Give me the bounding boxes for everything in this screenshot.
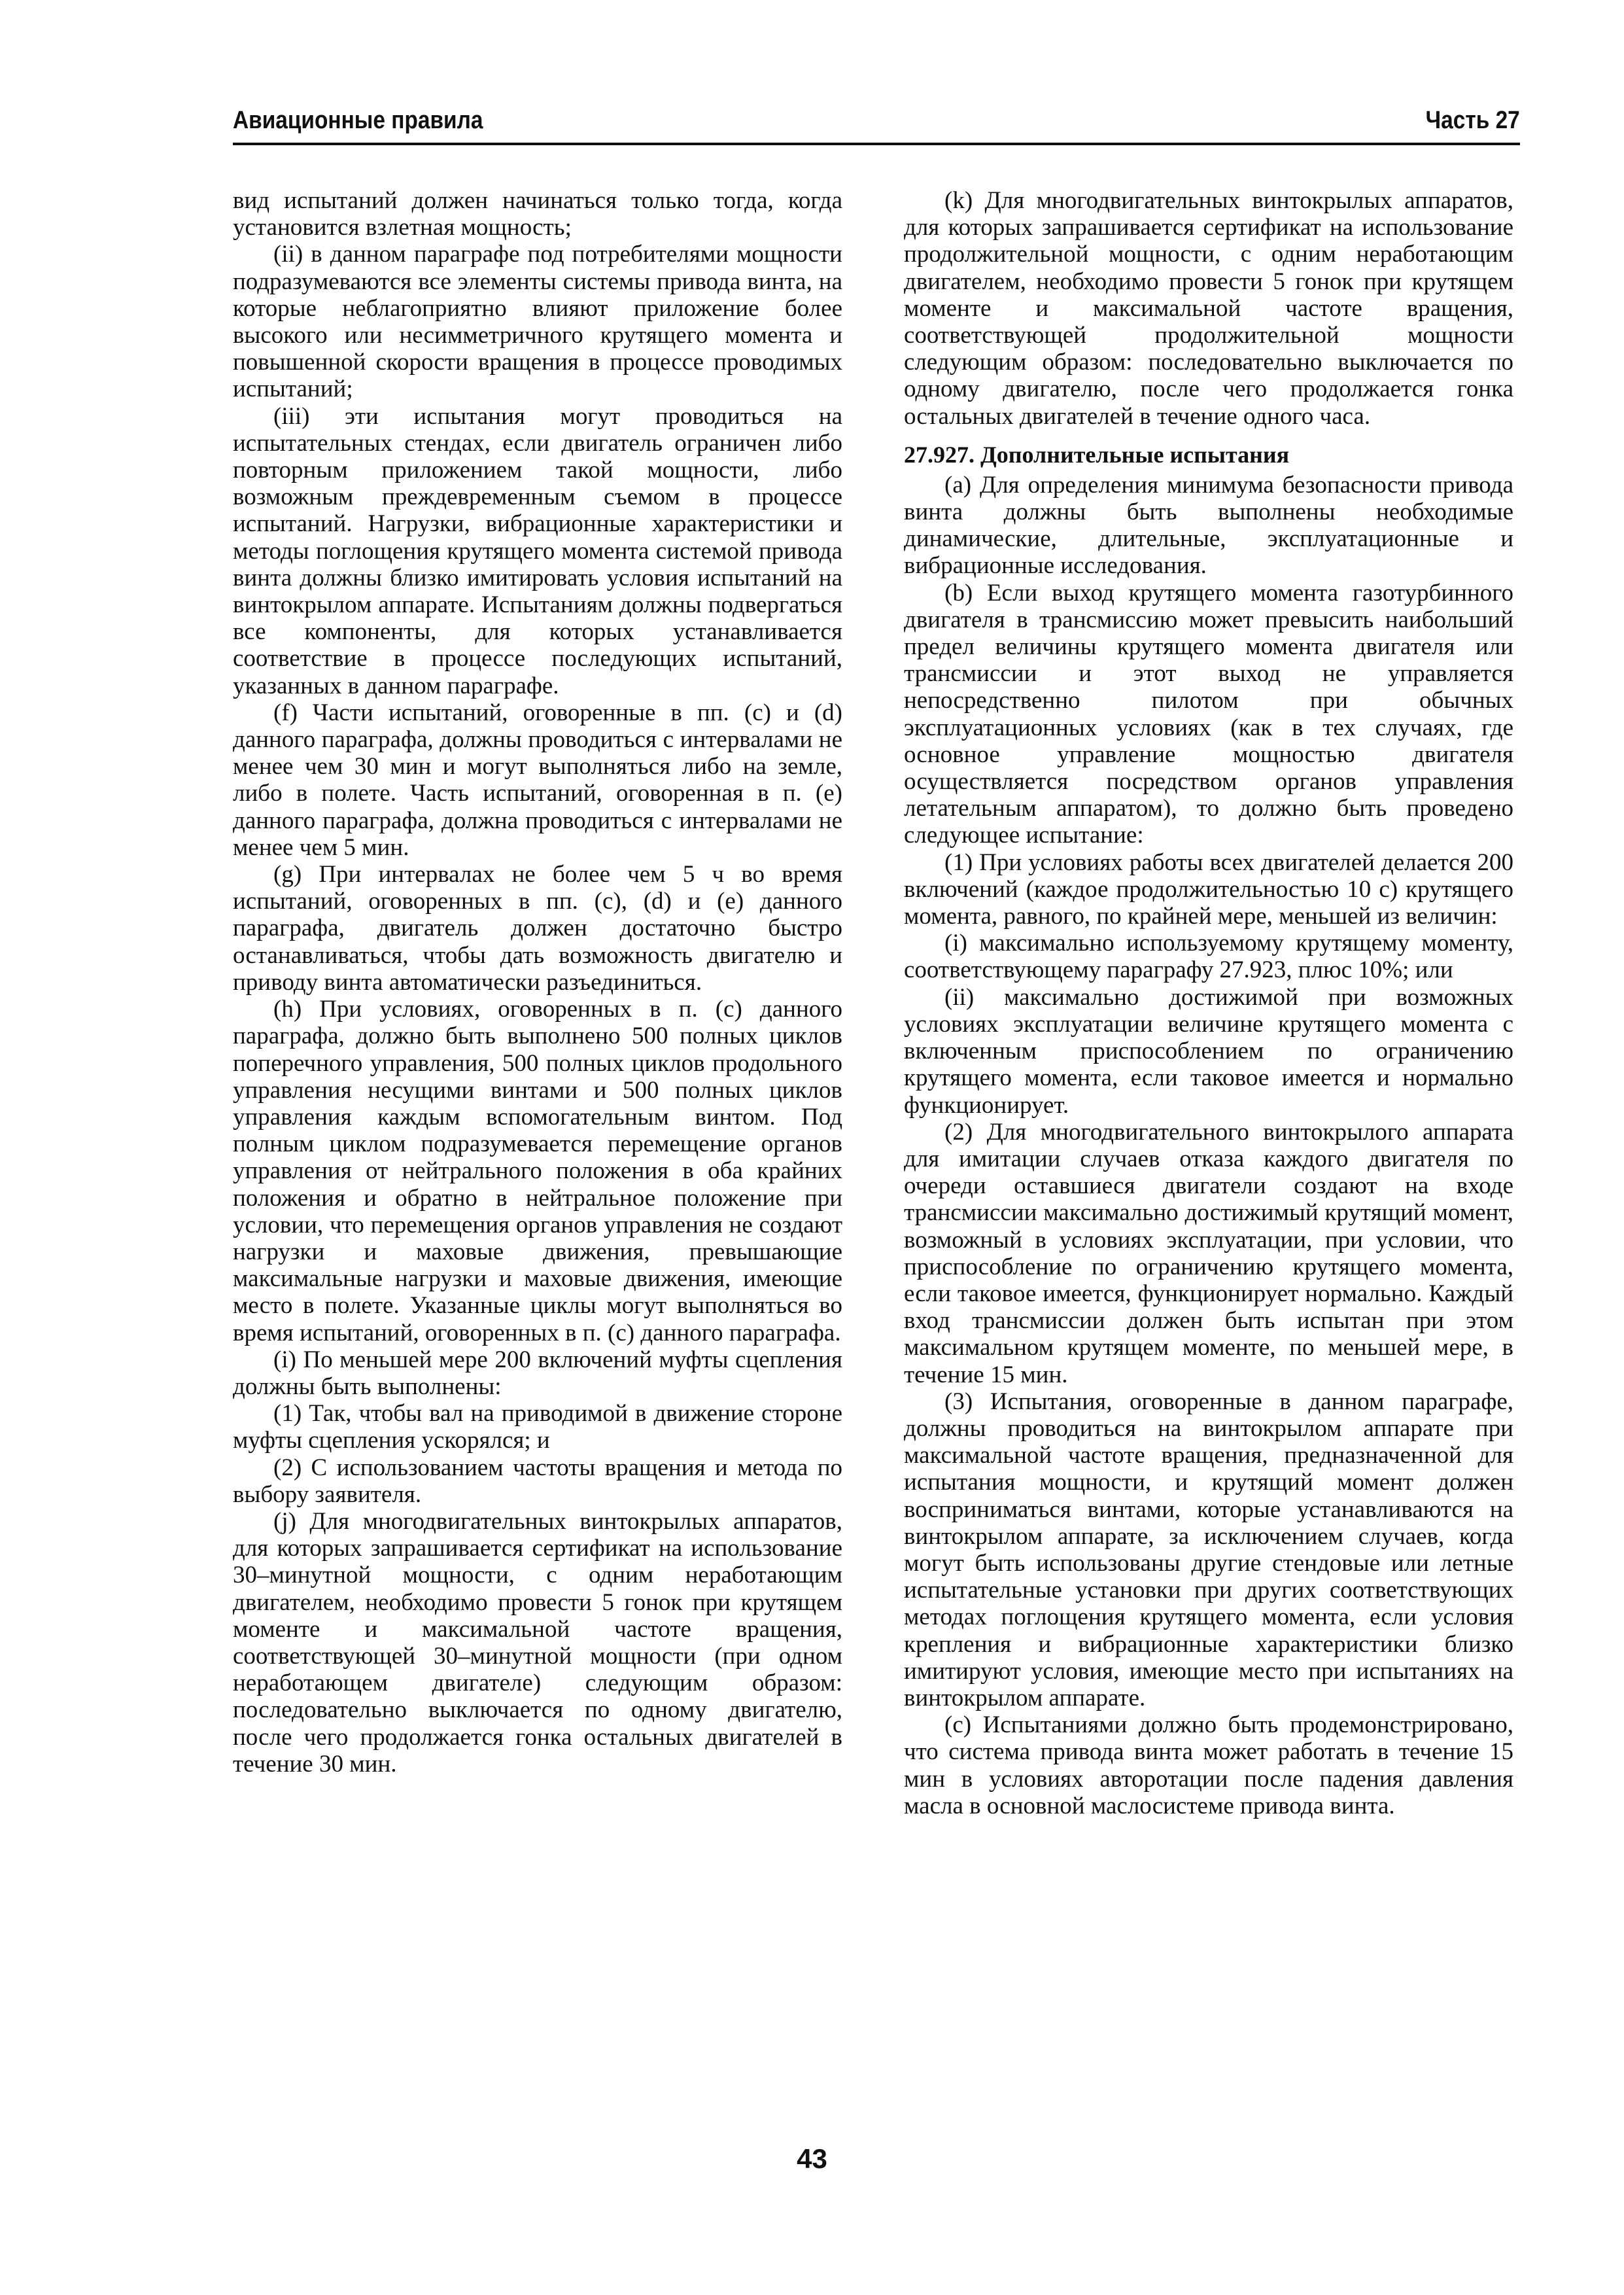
running-header [233,98,1520,145]
paragraph-b-1: (1) При условиях работы всех двигателей делается 200 включений (каждое продолжительностью 10 с) крутящего момента, равного, по крайней мере, меньшей из величин: [904,849,1513,930]
page-number: 43 [797,2143,827,2174]
paragraph-i-2: (2) С использованием частоты вращения и метода по выбору заявителя. [233,1454,842,1508]
paragraph-h: (h) При условиях, оговоренных в п. (c) данного параграфа, должно быть выполнено 500 полных циклов поперечного управления, 500 полных циклов продольного управления несущими винтами и 500 полных циклов управления каждым вспомогательным винтом. Под полным циклом подразумевается перемещение органов управления от нейтрального положения в оба крайних положения и обратно в нейтральное положение при условии, что перемещения органов управления не создают нагрузки и маховые движения, превышающие максимальные нагрузки и маховые движения, имеющие место в полете. Указанные циклы могут выполняться во время испытаний, оговоренных в п. (c) данного параграфа. [233,996,842,1346]
paragraph-i-1: (1) Так, чтобы вал на приводимой в движение стороне муфты сцепления ускорялся; и [233,1400,842,1454]
left-column [233,187,842,1778]
header-document-title: Авиационные правила [233,107,483,134]
paragraph-b-1-i: (i) максимально используемому крутящему моменту, соответствующему параграфу 27.923, плюс 10%; или [904,930,1513,984]
paragraph-continuation: вид испытаний должен начинаться только тогда, когда установится взлетная мощность; [233,187,842,241]
paragraph-b-3: (3) Испытания, оговоренные в данном параграфе, должны проводиться на винтокрылом аппарате при максимальной частоте вращения, предназначенной для испытания мощности, и крутящий момент должен восприниматься винтами, которые устанавливаются на винтокрылом аппарате, за исключением случаев, когда могут быть использованы другие стендовые или летные испытательные установки при других соответствующих методах поглощения крутящего момента, если условия крепления и вибрационные характеристики близко имитируют условия, имеющие место при испытаниях на винтокрылом аппарате. [904,1388,1513,1711]
paragraph-k: (k) Для многодвигательных винтокрылых аппаратов, для которых запрашивается сертификат на использование продолжительной мощности, с одним неработающим двигателем, необходимо провести 5 гонок при крутящем моменте и максимальной частоте вращения, соответствующей продолжительной мощности следующим образом: последовательно выключается по одному двигателю, после чего продолжается гонка остальных двигателей в течение одного часа. [904,187,1513,430]
paragraph-c: (c) Испытаниями должно быть продемонстрировано, что система привода винта может работать в течение 15 мин в условиях авторотации после падения давления масла в основной маслосистеме привода винта. [904,1711,1513,1819]
right-column [904,187,1513,1819]
paragraph-i: (i) По меньшей мере 200 включений муфты сцепления должны быть выполнены: [233,1346,842,1400]
paragraph-f: (f) Части испытаний, оговоренные в пп. (c) и (d) данного параграфа, должны проводиться с интервалами не менее чем 30 мин и могут выполняться либо на земле, либо в полете. Часть испытаний, оговоренная в п. (e) данного параграфа, должна проводиться с интервалами не менее чем 5 мин. [233,699,842,861]
paragraph-j: (j) Для многодвигательных винтокрылых аппаратов, для которых запрашивается сертификат на использование 30–минутной мощности, с одним неработающим двигателем, необходимо провести 5 гонок при крутящем моменте и максимальной частоте вращения, соответствующей 30–минутной мощности (при одном неработающем двигателе) следующим образом: последовательно выключается по одному двигателю, после чего продолжается гонка остальных двигателей в течение 30 мин. [233,1507,842,1778]
paragraph-b: (b) Если выход крутящего момента газотурбинного двигателя в трансмиссию может превысить наибольший предел величины крутящего момента двигателя или трансмиссии и этот выход не управляется непосредственно пилотом при обычных эксплуатационных условиях (как в тех случаях, где основное управление мощностью двигателя осуществляется посредством органов управления летательным аппаратом), то должно быть проведено следующее испытание: [904,579,1513,849]
paragraph-g: (g) При интервалах не более чем 5 ч во время испытаний, оговоренных в пп. (c), (d) и (e) данного параграфа, двигатель должен достаточно быстро останавливаться, чтобы дать возможность двигателю и приводу винта автоматически разъединиться. [233,861,842,996]
paragraph-ii: (ii) в данном параграфе под потребителями мощности подразумеваются все элементы системы привода винта, на которые неблагоприятно влияют приложение более высокого или несимметричного крутящего момента и повышенной скорости вращения в процессе проводимых испытаний; [233,241,842,403]
paragraph-iii: (iii) эти испытания могут проводиться на испытательных стендах, если двигатель ограничен либо повторным приложением такой мощности, либо возможным преждевременным съемом в процессе испытаний. Нагрузки, вибрационные характеристики и методы поглощения крутящего момента системой привода винта должны близко имитировать условия испытаний на винтокрылом аппарате. Испытаниям должны подвергаться все компоненты, для которых устанавливается соответствие в процессе последующих испытаний, указанных в данном параграфе. [233,402,842,699]
section-heading-27-927: 27.927. Дополнительные испытания [904,441,1290,468]
paragraph-b-1-ii: (ii) максимально достижимой при возможных условиях эксплуатации величине крутящего момента с включенным приспособлением по ограничению крутящего момента, если таковое имеется и нормально функционирует. [904,983,1513,1119]
paragraph-a: (a) Для определения минимума безопасности привода винта должны быть выполнены необходимые динамические, длительные, эксплуатационные и вибрационные исследования. [904,471,1513,580]
paragraph-b-2: (2) Для многодвигательного винтокрылого аппарата для имитации случаев отказа каждого двигателя по очереди оставшиеся двигатели создают на входе трансмиссии максимально достижимый крутящий момент, возможный в условиях эксплуатации, при условии, что приспособление по ограничению крутящего момента, если таковое имеется, функционирует нормально. Каждый вход трансмиссии должен быть испытан при этом максимальном крутящем моменте, по меньшей мере, в течение 15 мин. [904,1118,1513,1388]
header-part-label: Часть 27 [1425,107,1520,134]
